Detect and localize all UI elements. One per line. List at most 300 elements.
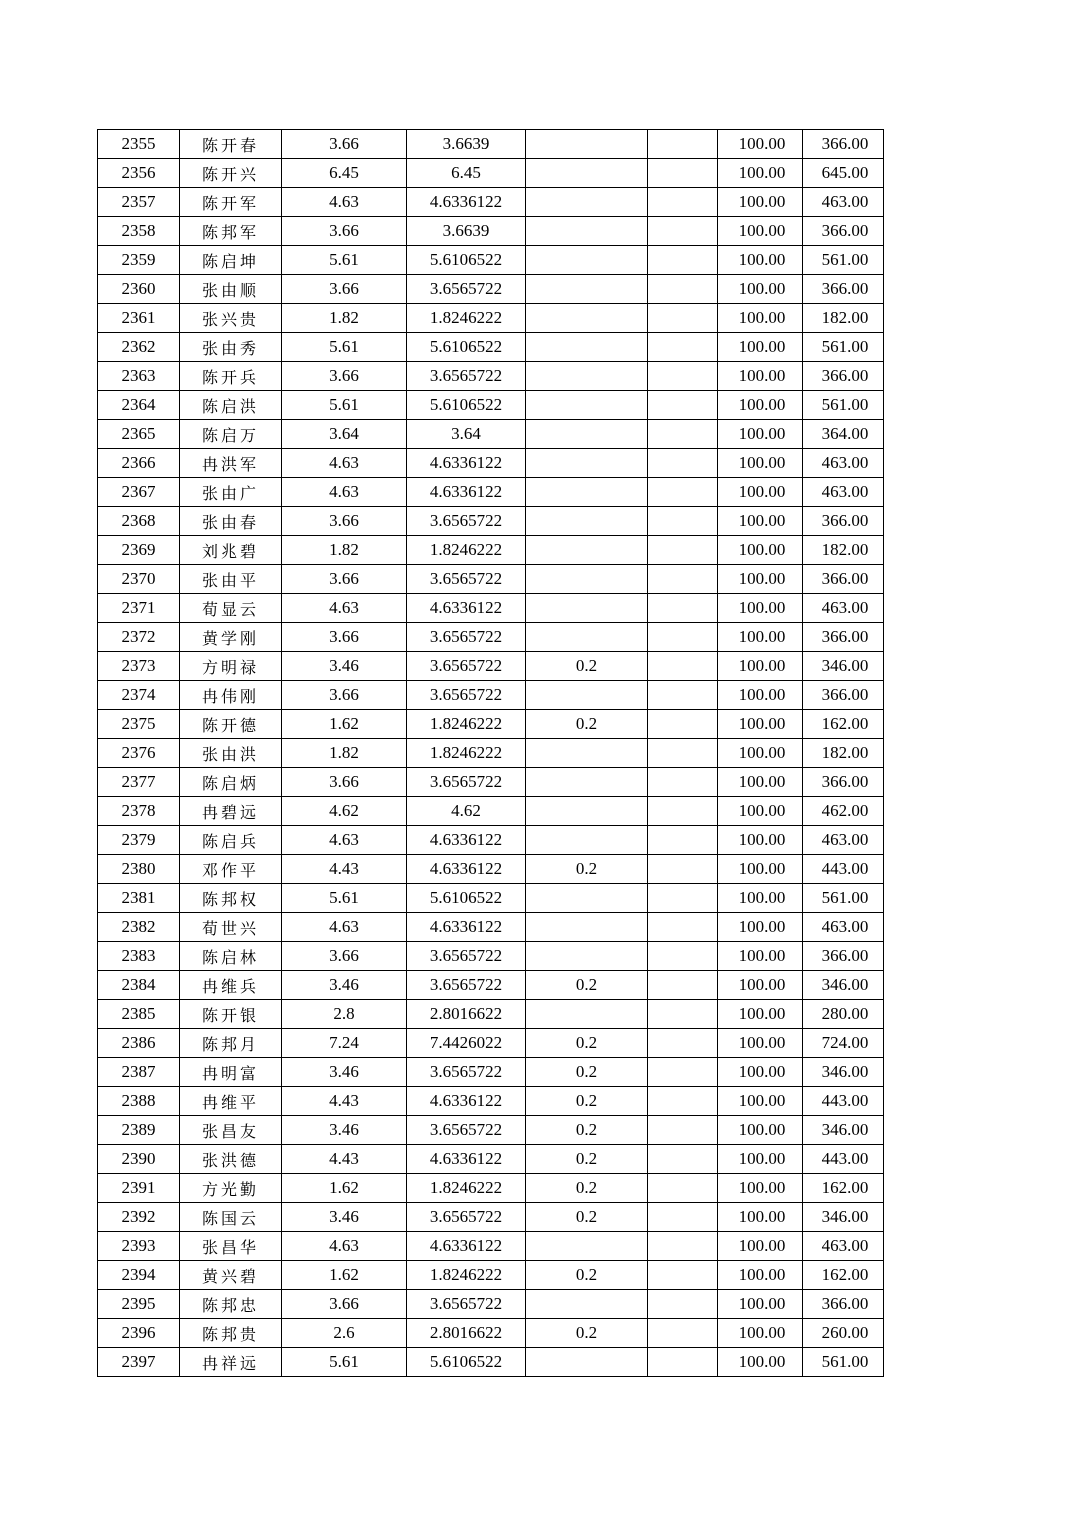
- area-cell: 3.66: [282, 362, 407, 391]
- unit-price-cell: 100.00: [718, 304, 803, 333]
- name-cell: 陈开兵: [180, 362, 282, 391]
- deduction-cell: 0.2: [526, 855, 648, 884]
- area-cell: 1.62: [282, 710, 407, 739]
- unit-price-cell: 100.00: [718, 913, 803, 942]
- row-id-cell: 2364: [98, 391, 180, 420]
- row-id-cell: 2368: [98, 507, 180, 536]
- unit-price-cell: 100.00: [718, 1203, 803, 1232]
- amount-cell: 366.00: [803, 768, 884, 797]
- blank-cell: [648, 681, 718, 710]
- deduction-cell: [526, 246, 648, 275]
- deduction-cell: [526, 913, 648, 942]
- row-id-cell: 2369: [98, 536, 180, 565]
- name-cell: 冉伟刚: [180, 681, 282, 710]
- row-id-cell: 2396: [98, 1319, 180, 1348]
- measured-area-cell: 4.6336122: [407, 826, 526, 855]
- area-cell: 3.66: [282, 681, 407, 710]
- area-cell: 1.62: [282, 1174, 407, 1203]
- row-id-cell: 2386: [98, 1029, 180, 1058]
- row-id-cell: 2375: [98, 710, 180, 739]
- name-cell: 刘兆碧: [180, 536, 282, 565]
- measured-area-cell: 4.6336122: [407, 478, 526, 507]
- unit-price-cell: 100.00: [718, 275, 803, 304]
- row-id-cell: 2393: [98, 1232, 180, 1261]
- name-cell: 陈启林: [180, 942, 282, 971]
- deduction-cell: [526, 739, 648, 768]
- blank-cell: [648, 536, 718, 565]
- name-cell: 陈开银: [180, 1000, 282, 1029]
- measured-area-cell: 3.6565722: [407, 971, 526, 1000]
- row-id-cell: 2371: [98, 594, 180, 623]
- row-id-cell: 2388: [98, 1087, 180, 1116]
- measured-area-cell: 4.6336122: [407, 855, 526, 884]
- deduction-cell: [526, 478, 648, 507]
- deduction-cell: [526, 420, 648, 449]
- deduction-cell: [526, 1232, 648, 1261]
- table-row: [98, 159, 884, 188]
- table-row: [98, 217, 884, 246]
- blank-cell: [648, 1261, 718, 1290]
- row-id-cell: 2370: [98, 565, 180, 594]
- deduction-cell: 0.2: [526, 1174, 648, 1203]
- amount-cell: 366.00: [803, 1290, 884, 1319]
- name-cell: 张由顺: [180, 275, 282, 304]
- amount-cell: 561.00: [803, 391, 884, 420]
- area-cell: 2.6: [282, 1319, 407, 1348]
- name-cell: 冉碧远: [180, 797, 282, 826]
- blank-cell: [648, 768, 718, 797]
- measured-area-cell: 3.6565722: [407, 623, 526, 652]
- row-id-cell: 2382: [98, 913, 180, 942]
- amount-cell: 346.00: [803, 652, 884, 681]
- row-id-cell: 2377: [98, 768, 180, 797]
- table-row: [98, 420, 884, 449]
- deduction-cell: [526, 797, 648, 826]
- area-cell: 5.61: [282, 884, 407, 913]
- amount-cell: 366.00: [803, 217, 884, 246]
- measured-area-cell: 3.6565722: [407, 1290, 526, 1319]
- name-cell: 方明禄: [180, 652, 282, 681]
- unit-price-cell: 100.00: [718, 1261, 803, 1290]
- table-row: [98, 797, 884, 826]
- blank-cell: [648, 826, 718, 855]
- deduction-cell: [526, 130, 648, 159]
- measured-area-cell: 3.6565722: [407, 275, 526, 304]
- table-row: [98, 1290, 884, 1319]
- name-cell: 张洪德: [180, 1145, 282, 1174]
- name-cell: 黄兴碧: [180, 1261, 282, 1290]
- name-cell: 方光勤: [180, 1174, 282, 1203]
- table-row: [98, 652, 884, 681]
- measured-area-cell: 3.6565722: [407, 1203, 526, 1232]
- unit-price-cell: 100.00: [718, 1029, 803, 1058]
- deduction-cell: [526, 159, 648, 188]
- amount-cell: 182.00: [803, 739, 884, 768]
- area-cell: 3.46: [282, 652, 407, 681]
- table-row: [98, 304, 884, 333]
- table-row: [98, 594, 884, 623]
- unit-price-cell: 100.00: [718, 1087, 803, 1116]
- area-cell: 5.61: [282, 246, 407, 275]
- measured-area-cell: 1.8246222: [407, 304, 526, 333]
- measured-area-cell: 4.6336122: [407, 1087, 526, 1116]
- blank-cell: [648, 1145, 718, 1174]
- measured-area-cell: 3.6565722: [407, 565, 526, 594]
- amount-cell: 162.00: [803, 710, 884, 739]
- unit-price-cell: 100.00: [718, 768, 803, 797]
- name-cell: 黄学刚: [180, 623, 282, 652]
- row-id-cell: 2362: [98, 333, 180, 362]
- unit-price-cell: 100.00: [718, 449, 803, 478]
- deduction-cell: 0.2: [526, 1029, 648, 1058]
- unit-price-cell: 100.00: [718, 710, 803, 739]
- amount-cell: 162.00: [803, 1261, 884, 1290]
- amount-cell: 366.00: [803, 681, 884, 710]
- deduction-cell: [526, 304, 648, 333]
- row-id-cell: 2383: [98, 942, 180, 971]
- measured-area-cell: 5.6106522: [407, 884, 526, 913]
- table-row: [98, 971, 884, 1000]
- row-id-cell: 2397: [98, 1348, 180, 1377]
- row-id-cell: 2380: [98, 855, 180, 884]
- deduction-cell: 0.2: [526, 1145, 648, 1174]
- area-cell: 3.64: [282, 420, 407, 449]
- deduction-cell: [526, 768, 648, 797]
- deduction-cell: [526, 826, 648, 855]
- area-cell: 1.62: [282, 1261, 407, 1290]
- row-id-cell: 2366: [98, 449, 180, 478]
- blank-cell: [648, 594, 718, 623]
- table-row: [98, 913, 884, 942]
- table-body: [98, 130, 884, 1377]
- measured-area-cell: 5.6106522: [407, 333, 526, 362]
- blank-cell: [648, 333, 718, 362]
- deduction-cell: 0.2: [526, 1116, 648, 1145]
- measured-area-cell: 5.6106522: [407, 1348, 526, 1377]
- name-cell: 陈开春: [180, 130, 282, 159]
- blank-cell: [648, 188, 718, 217]
- amount-cell: 364.00: [803, 420, 884, 449]
- row-id-cell: 2357: [98, 188, 180, 217]
- area-cell: 1.82: [282, 304, 407, 333]
- name-cell: 冉洪军: [180, 449, 282, 478]
- blank-cell: [648, 159, 718, 188]
- area-cell: 4.43: [282, 1087, 407, 1116]
- name-cell: 陈国云: [180, 1203, 282, 1232]
- deduction-cell: 0.2: [526, 652, 648, 681]
- amount-cell: 645.00: [803, 159, 884, 188]
- blank-cell: [648, 246, 718, 275]
- deduction-cell: [526, 623, 648, 652]
- measured-area-cell: 4.62: [407, 797, 526, 826]
- measured-area-cell: 3.6565722: [407, 362, 526, 391]
- name-cell: 陈开军: [180, 188, 282, 217]
- table-row: [98, 1029, 884, 1058]
- unit-price-cell: 100.00: [718, 130, 803, 159]
- unit-price-cell: 100.00: [718, 420, 803, 449]
- row-id-cell: 2374: [98, 681, 180, 710]
- blank-cell: [648, 1116, 718, 1145]
- unit-price-cell: 100.00: [718, 188, 803, 217]
- name-cell: 陈启兵: [180, 826, 282, 855]
- name-cell: 张昌友: [180, 1116, 282, 1145]
- name-cell: 陈启万: [180, 420, 282, 449]
- measured-area-cell: 3.6565722: [407, 652, 526, 681]
- deduction-cell: [526, 884, 648, 913]
- row-id-cell: 2360: [98, 275, 180, 304]
- blank-cell: [648, 1029, 718, 1058]
- table-row: [98, 536, 884, 565]
- blank-cell: [648, 1174, 718, 1203]
- unit-price-cell: 100.00: [718, 1290, 803, 1319]
- deduction-cell: [526, 275, 648, 304]
- area-cell: 7.24: [282, 1029, 407, 1058]
- table-row: [98, 1261, 884, 1290]
- deduction-cell: [526, 942, 648, 971]
- amount-cell: 366.00: [803, 942, 884, 971]
- area-cell: 3.66: [282, 768, 407, 797]
- name-cell: 陈开德: [180, 710, 282, 739]
- measured-area-cell: 5.6106522: [407, 391, 526, 420]
- unit-price-cell: 100.00: [718, 623, 803, 652]
- area-cell: 3.66: [282, 942, 407, 971]
- area-cell: 3.46: [282, 1203, 407, 1232]
- unit-price-cell: 100.00: [718, 1000, 803, 1029]
- measured-area-cell: 3.6565722: [407, 507, 526, 536]
- area-cell: 4.63: [282, 188, 407, 217]
- area-cell: 4.43: [282, 1145, 407, 1174]
- deduction-cell: 0.2: [526, 710, 648, 739]
- table-row: [98, 188, 884, 217]
- blank-cell: [648, 362, 718, 391]
- amount-cell: 443.00: [803, 855, 884, 884]
- amount-cell: 463.00: [803, 1232, 884, 1261]
- measured-area-cell: 4.6336122: [407, 1232, 526, 1261]
- measured-area-cell: 3.64: [407, 420, 526, 449]
- name-cell: 陈启洪: [180, 391, 282, 420]
- table-row: [98, 884, 884, 913]
- area-cell: 5.61: [282, 391, 407, 420]
- measured-area-cell: 1.8246222: [407, 739, 526, 768]
- table-row: [98, 362, 884, 391]
- name-cell: 张兴贵: [180, 304, 282, 333]
- deduction-cell: [526, 391, 648, 420]
- area-cell: 3.46: [282, 1058, 407, 1087]
- blank-cell: [648, 652, 718, 681]
- measured-area-cell: 3.6565722: [407, 1116, 526, 1145]
- measured-area-cell: 1.8246222: [407, 1174, 526, 1203]
- name-cell: 邓作平: [180, 855, 282, 884]
- deduction-cell: 0.2: [526, 1203, 648, 1232]
- blank-cell: [648, 304, 718, 333]
- amount-cell: 443.00: [803, 1087, 884, 1116]
- row-id-cell: 2389: [98, 1116, 180, 1145]
- area-cell: 3.66: [282, 507, 407, 536]
- unit-price-cell: 100.00: [718, 536, 803, 565]
- unit-price-cell: 100.00: [718, 855, 803, 884]
- row-id-cell: 2373: [98, 652, 180, 681]
- deduction-cell: [526, 1348, 648, 1377]
- area-cell: 4.63: [282, 913, 407, 942]
- blank-cell: [648, 391, 718, 420]
- deduction-cell: [526, 333, 648, 362]
- amount-cell: 561.00: [803, 884, 884, 913]
- amount-cell: 463.00: [803, 826, 884, 855]
- table-row: [98, 1203, 884, 1232]
- table-row: [98, 391, 884, 420]
- data-table: [97, 129, 884, 1377]
- deduction-cell: [526, 362, 648, 391]
- table-row: [98, 681, 884, 710]
- measured-area-cell: 2.8016622: [407, 1319, 526, 1348]
- area-cell: 6.45: [282, 159, 407, 188]
- amount-cell: 463.00: [803, 188, 884, 217]
- table-row: [98, 1232, 884, 1261]
- amount-cell: 366.00: [803, 623, 884, 652]
- area-cell: 3.66: [282, 1290, 407, 1319]
- table-row: [98, 1058, 884, 1087]
- deduction-cell: 0.2: [526, 971, 648, 1000]
- blank-cell: [648, 739, 718, 768]
- row-id-cell: 2361: [98, 304, 180, 333]
- amount-cell: 260.00: [803, 1319, 884, 1348]
- blank-cell: [648, 217, 718, 246]
- table-row: [98, 623, 884, 652]
- measured-area-cell: 1.8246222: [407, 1261, 526, 1290]
- deduction-cell: [526, 565, 648, 594]
- measured-area-cell: 1.8246222: [407, 536, 526, 565]
- amount-cell: 463.00: [803, 913, 884, 942]
- measured-area-cell: 3.6639: [407, 217, 526, 246]
- row-id-cell: 2390: [98, 1145, 180, 1174]
- unit-price-cell: 100.00: [718, 826, 803, 855]
- measured-area-cell: 2.8016622: [407, 1000, 526, 1029]
- table-row: [98, 768, 884, 797]
- deduction-cell: [526, 681, 648, 710]
- row-id-cell: 2384: [98, 971, 180, 1000]
- amount-cell: 182.00: [803, 304, 884, 333]
- area-cell: 3.66: [282, 275, 407, 304]
- name-cell: 张昌华: [180, 1232, 282, 1261]
- table-row: [98, 478, 884, 507]
- table-row: [98, 1145, 884, 1174]
- amount-cell: 366.00: [803, 130, 884, 159]
- amount-cell: 561.00: [803, 246, 884, 275]
- unit-price-cell: 100.00: [718, 739, 803, 768]
- table-row: [98, 826, 884, 855]
- amount-cell: 366.00: [803, 565, 884, 594]
- table-row: [98, 333, 884, 362]
- unit-price-cell: 100.00: [718, 333, 803, 362]
- unit-price-cell: 100.00: [718, 1058, 803, 1087]
- table-row: [98, 275, 884, 304]
- row-id-cell: 2358: [98, 217, 180, 246]
- unit-price-cell: 100.00: [718, 391, 803, 420]
- area-cell: 4.63: [282, 826, 407, 855]
- name-cell: 陈邦军: [180, 217, 282, 246]
- name-cell: 张由洪: [180, 739, 282, 768]
- amount-cell: 346.00: [803, 1116, 884, 1145]
- amount-cell: 366.00: [803, 275, 884, 304]
- area-cell: 4.63: [282, 594, 407, 623]
- area-cell: 3.46: [282, 971, 407, 1000]
- name-cell: 陈邦贵: [180, 1319, 282, 1348]
- amount-cell: 443.00: [803, 1145, 884, 1174]
- deduction-cell: 0.2: [526, 1087, 648, 1116]
- measured-area-cell: 5.6106522: [407, 246, 526, 275]
- blank-cell: [648, 797, 718, 826]
- row-id-cell: 2359: [98, 246, 180, 275]
- blank-cell: [648, 130, 718, 159]
- measured-area-cell: 4.6336122: [407, 449, 526, 478]
- name-cell: 冉维平: [180, 1087, 282, 1116]
- deduction-cell: [526, 188, 648, 217]
- unit-price-cell: 100.00: [718, 1145, 803, 1174]
- table-row: [98, 855, 884, 884]
- measured-area-cell: 3.6565722: [407, 681, 526, 710]
- blank-cell: [648, 971, 718, 1000]
- table-row: [98, 565, 884, 594]
- unit-price-cell: 100.00: [718, 971, 803, 1000]
- area-cell: 4.63: [282, 449, 407, 478]
- blank-cell: [648, 420, 718, 449]
- row-id-cell: 2395: [98, 1290, 180, 1319]
- amount-cell: 561.00: [803, 1348, 884, 1377]
- area-cell: 5.61: [282, 1348, 407, 1377]
- unit-price-cell: 100.00: [718, 652, 803, 681]
- amount-cell: 162.00: [803, 1174, 884, 1203]
- name-cell: 冉明富: [180, 1058, 282, 1087]
- area-cell: 3.46: [282, 1116, 407, 1145]
- amount-cell: 366.00: [803, 507, 884, 536]
- area-cell: 3.66: [282, 130, 407, 159]
- name-cell: 张由广: [180, 478, 282, 507]
- area-cell: 1.82: [282, 536, 407, 565]
- row-id-cell: 2379: [98, 826, 180, 855]
- area-cell: 1.82: [282, 739, 407, 768]
- blank-cell: [648, 884, 718, 913]
- blank-cell: [648, 1319, 718, 1348]
- blank-cell: [648, 1087, 718, 1116]
- table-row: [98, 130, 884, 159]
- deduction-cell: 0.2: [526, 1261, 648, 1290]
- deduction-cell: [526, 217, 648, 246]
- table-row: [98, 246, 884, 275]
- name-cell: 张由秀: [180, 333, 282, 362]
- amount-cell: 366.00: [803, 362, 884, 391]
- row-id-cell: 2392: [98, 1203, 180, 1232]
- table-row: [98, 449, 884, 478]
- blank-cell: [648, 1348, 718, 1377]
- amount-cell: 561.00: [803, 333, 884, 362]
- measured-area-cell: 6.45: [407, 159, 526, 188]
- deduction-cell: [526, 594, 648, 623]
- measured-area-cell: 3.6639: [407, 130, 526, 159]
- table-row: [98, 1000, 884, 1029]
- name-cell: 冉祥远: [180, 1348, 282, 1377]
- area-cell: 4.62: [282, 797, 407, 826]
- amount-cell: 280.00: [803, 1000, 884, 1029]
- name-cell: 张由平: [180, 565, 282, 594]
- blank-cell: [648, 1058, 718, 1087]
- deduction-cell: [526, 1000, 648, 1029]
- name-cell: 陈启炳: [180, 768, 282, 797]
- name-cell: 陈开兴: [180, 159, 282, 188]
- row-id-cell: 2376: [98, 739, 180, 768]
- row-id-cell: 2387: [98, 1058, 180, 1087]
- blank-cell: [648, 1290, 718, 1319]
- row-id-cell: 2378: [98, 797, 180, 826]
